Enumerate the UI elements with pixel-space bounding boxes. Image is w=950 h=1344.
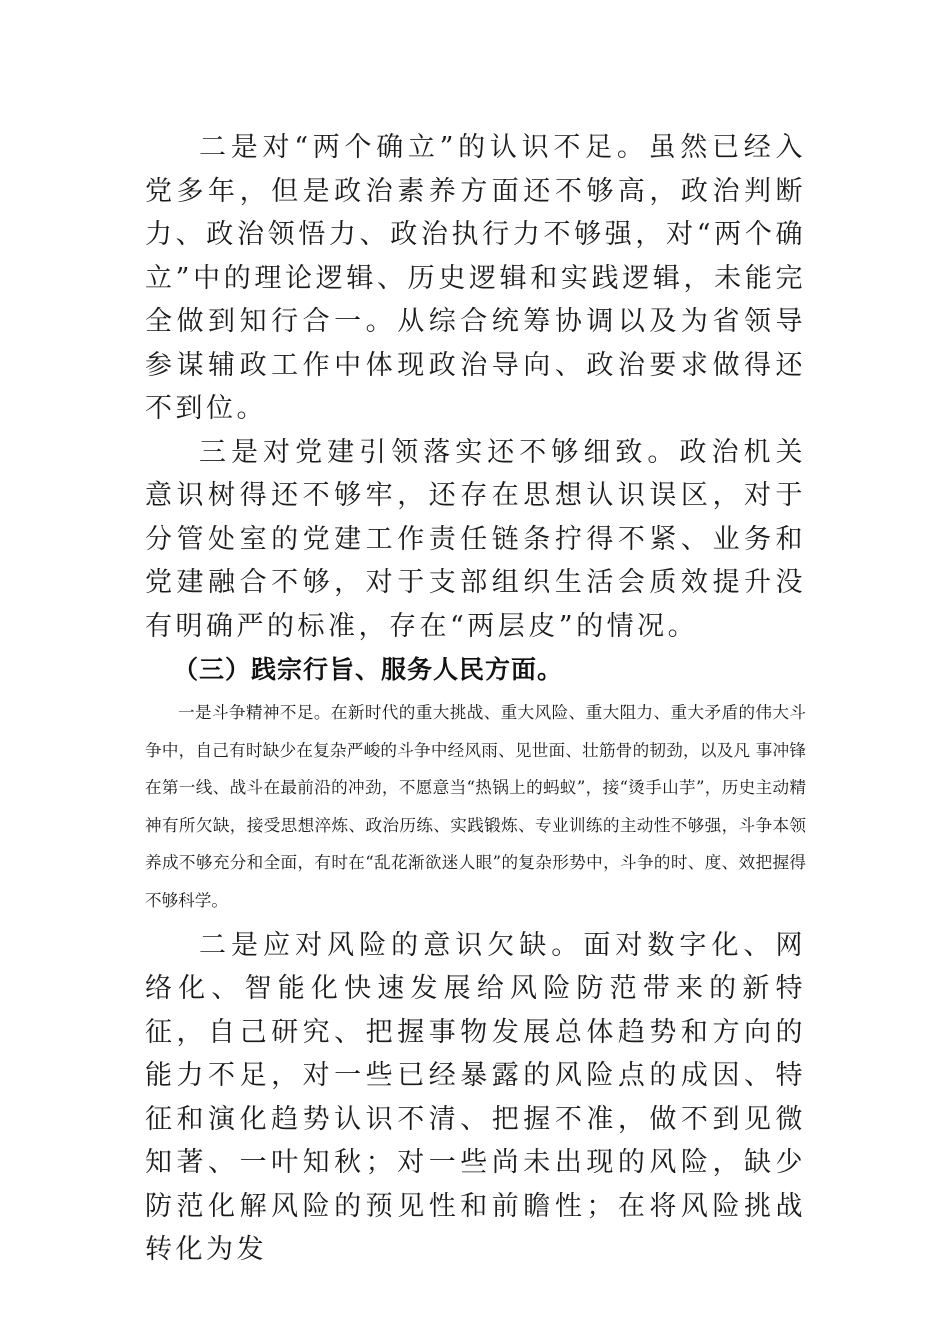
- section-heading-3: （三）践宗行旨、服务人民方面。: [173, 655, 564, 684]
- paragraph-struggle-spirit: 一是斗争精神不足。在新时代的重大挑战、重大风险、重大阻力、重大矛盾的伟大斗争中，自己有时缺少在复杂严峻的斗争中经风雨、见世面、壮筋骨的韧劲，以及凡 事冲锋在第一线、战斗在最前沿的冲劲，不愿意当“热锅上的蚂蚁”，接“烫手山芋”，历史主动精神有所欠缺，接受思想淬炼、政治历练、实践锻炼、专业训练的主动性不够强，斗争本领养成不够充分和全面，有时在“乱花渐欲迷人眼”的复杂形势中，斗争的时、度、效把握得不够科学。: [145, 703, 806, 910]
- paragraph-risk-awareness: 二是应对风险的意识欠缺。面对数字化、网络化、智能化快速发展给风险防范带来的新特征，自己研究、把握事物发展总体趋势和方向的能力不足，对一些已经暴露的风险点的成因、特征和演化趋势认识不清、把握不准，做不到见微知著、一叶知秋；对一些尚未出现的风险，缺少防范化解风险的预见性和前瞻性；在将风险挑战转化为发: [145, 929, 806, 1266]
- document-body: [145, 126, 806, 1272]
- paragraph-political-awareness: 二是对“两个确立”的认识不足。虽然已经入党多年，但是政治素养方面还不够高，政治判断力、政治领悟力、政治执行力不够强，对“两个确立”中的理论逻辑、历史逻辑和实践逻辑，未能完全做到知行合一。从综合统筹协调以及为省领导参谋辅政工作中体现政治导向、政治要求做得还不到位。: [145, 132, 806, 424]
- paragraph-party-building: 三是对党建引领落实还不够细致。政治机关意识树得还不够牢，还存在思想认识误区，对于分管处室的党建工作责任链条拧得不紧、业务和党建融合不够，对于支部组织生活会质效提升没有明确严的标准，存在“两层皮”的情况。: [145, 436, 806, 642]
